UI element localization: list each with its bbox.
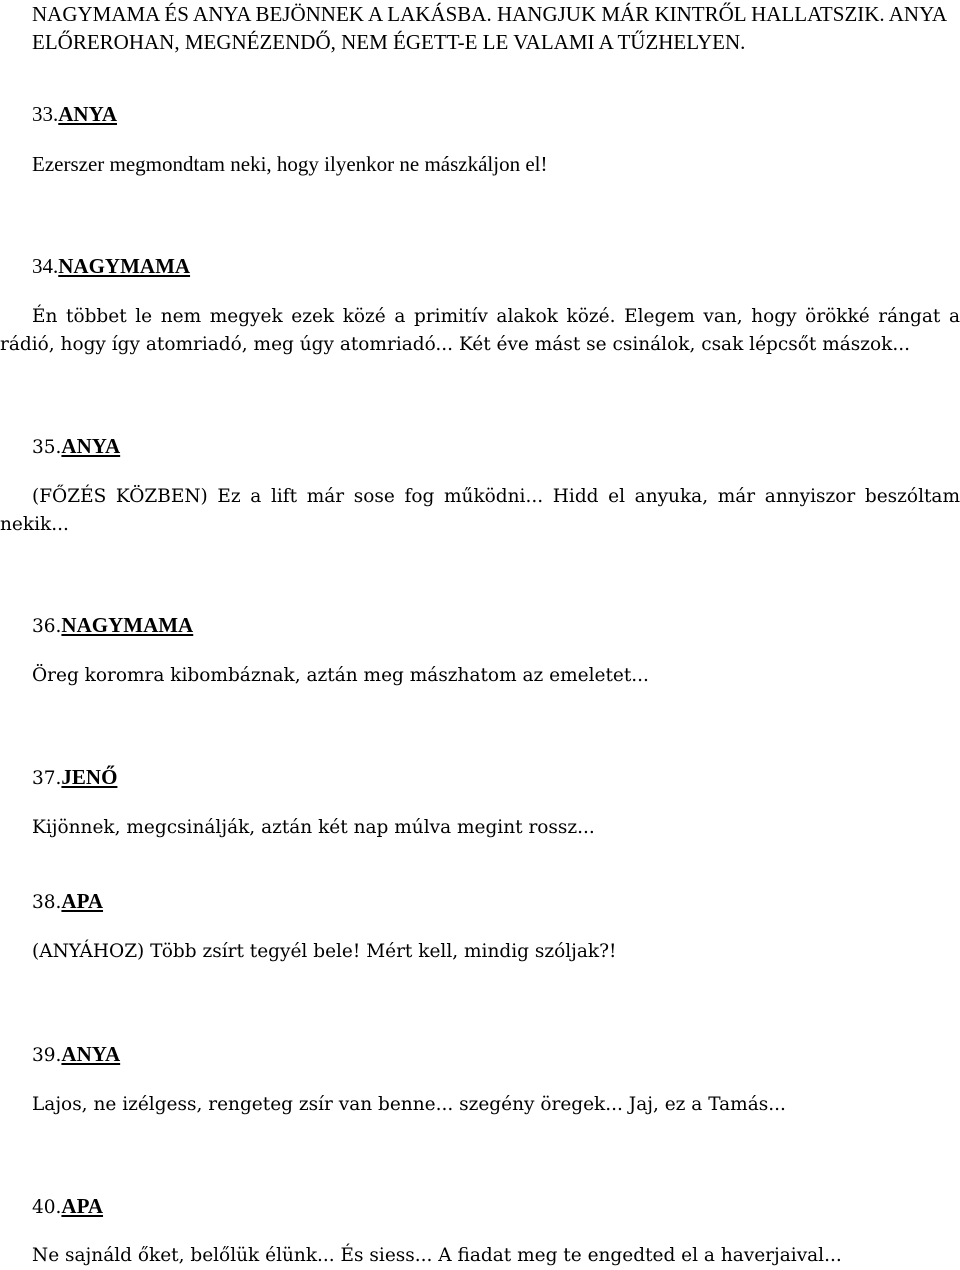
speech-33: Ezerszer megmondtam neki, hogy ilyenkor ne mászkáljon el! xyxy=(32,152,548,176)
entry-number: 38. xyxy=(32,892,62,913)
speaker-name: ANYA xyxy=(61,434,121,458)
speaker-heading-38 xyxy=(32,887,103,917)
entry-number: 34. xyxy=(32,254,59,278)
entry-number: 37. xyxy=(32,768,62,789)
speech-34: Én többet le nem megyek ezek közé a primitív alakok közé. Elegem van, hogy örökké rángat a rádió, hogy így atomriadó, meg úgy atomriadó... Két éve mást se csinálok, csak lépcsőt mászok... xyxy=(0,306,960,355)
speech-36: Öreg koromra kibombáznak, aztán meg mászhatom az emeletet... xyxy=(32,665,649,686)
entry-number: 36. xyxy=(32,616,62,637)
speaker-name: ANYA xyxy=(58,102,117,126)
speaker-name: NAGYMAMA xyxy=(61,613,194,637)
speaker-heading-35 xyxy=(32,432,120,462)
speaker-name: JENŐ xyxy=(61,765,118,789)
speaker-name: ANYA xyxy=(61,1042,121,1066)
speaker-heading-36 xyxy=(32,611,193,641)
speaker-heading-34 xyxy=(32,252,190,280)
entry-number: 35. xyxy=(32,437,62,458)
speaker-heading-39 xyxy=(32,1040,120,1070)
speaker-name: NAGYMAMA xyxy=(58,254,191,278)
speaker-heading-37 xyxy=(32,763,117,793)
speech-37: Kijönnek, megcsinálják, aztán két nap múlva megint rossz... xyxy=(32,817,595,838)
stage-direction-line-1: NAGYMAMA ÉS ANYA BEJÖNNEK A LAKÁSBA. HANGJUK MÁR KINTRŐL HALLATSZIK. ANYA xyxy=(32,2,948,26)
entry-number: 33. xyxy=(32,102,59,126)
speaker-heading-33 xyxy=(32,100,117,128)
speech-35: (FŐZÉS KÖZBEN) Ez a lift már sose fog működni... Hidd el anyuka, már annyiszor beszóltam nekik... xyxy=(0,486,960,535)
speech-40: Ne sajnáld őket, belőlük élünk... És siess... A fiadat meg te engedted el a haverjaival... xyxy=(32,1245,842,1266)
speech-38: (ANYÁHOZ) Több zsírt tegyél bele! Mért kell, mindig szóljak?! xyxy=(32,941,617,962)
speaker-name: APA xyxy=(61,1194,104,1218)
entry-number: 39. xyxy=(32,1045,62,1066)
speaker-heading-40 xyxy=(32,1192,103,1222)
speaker-name: APA xyxy=(61,889,104,913)
stage-direction-line-2: ELŐREROHAN, MEGNÉZENDŐ, NEM ÉGETT-E LE VALAMI A TŰZHELYEN. xyxy=(32,30,746,54)
speech-39: Lajos, ne izélgess, rengeteg zsír van benne... szegény öregek... Jaj, ez a Tamás... xyxy=(32,1094,786,1115)
entry-number: 40. xyxy=(32,1197,62,1218)
